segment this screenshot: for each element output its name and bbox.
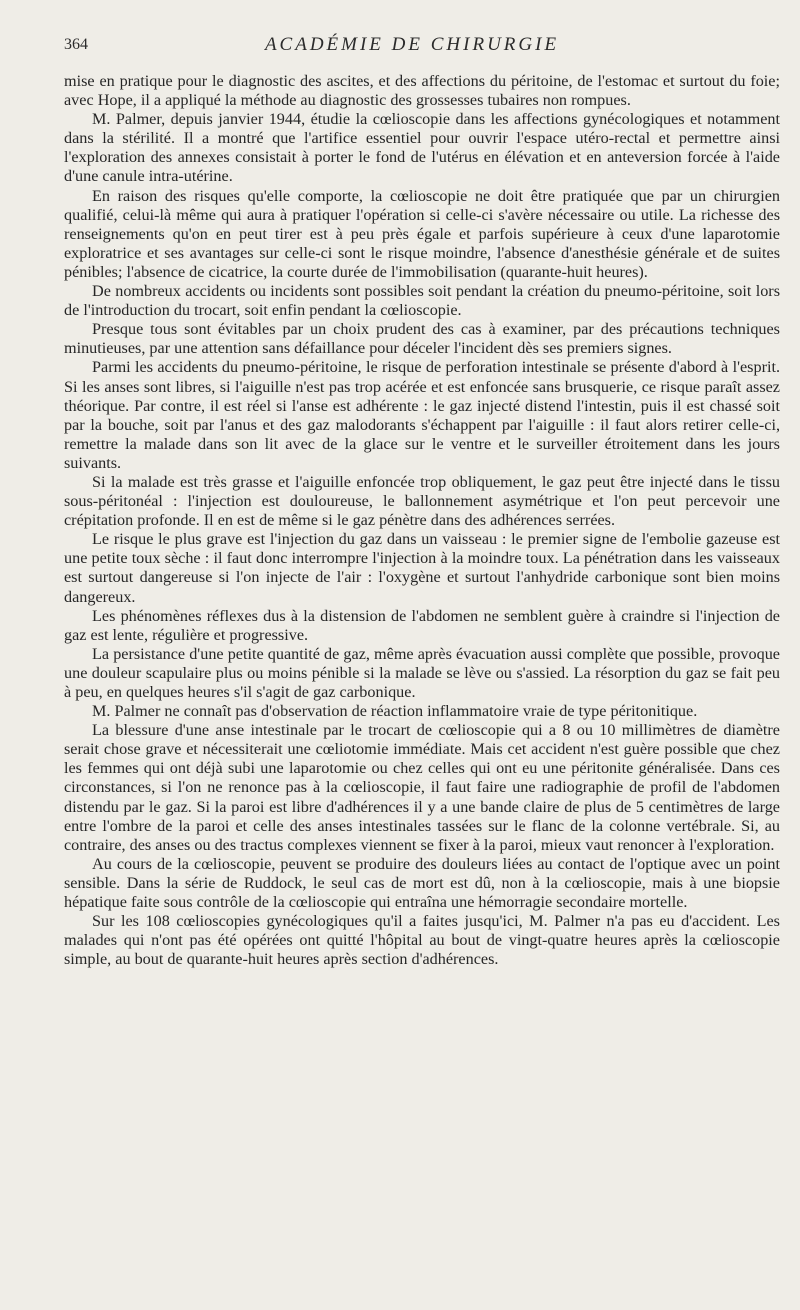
paragraph: mise en pratique pour le diagnostic des ascites, et des affections du péritoine, de l'estomac et surtout du foie; avec Hope, il a appliqué la méthode au diagnostic des grossesses tubaires non rompues.	[64, 72, 780, 110]
paragraph: M. Palmer ne connaît pas d'observation de réaction inflammatoire vraie de type péritonitique.	[92, 702, 698, 721]
running-title: ACADÉMIE DE CHIRURGIE	[264, 34, 560, 55]
paragraph: M. Palmer, depuis janvier 1944, étudie la cœlioscopie dans les affections gynécologiques et notamment dans la stérilité. Il a montré que l'artifice essentiel pour ouvrir l'espace utéro-rectal et permettre ainsi l'exploration des annexes consistait à porter le fond de l'utérus en élévation et en anteversion forcée à l'aide d'une canule intra-utérine.	[64, 110, 780, 186]
paragraph: Sur les 108 cœlioscopies gynécologiques qu'il a faites jusqu'ici, M. Palmer n'a pas eu d'accident. Les malades qui n'ont pas été opérées ont quitté l'hôpital au bout de vingt-quatre heures après la cœlioscopie simple, au bout de quarante-huit heures après section d'adhérences.	[64, 912, 780, 969]
paragraph: La persistance d'une petite quantité de gaz, même après évacuation aussi complète que possible, provoque une douleur scapulaire plus ou moins pénible si la malade se lève ou s'assied. La résorption du gaz se fait peu à peu, en quelques heures s'il s'agit de gaz carbonique.	[64, 644, 780, 701]
page-number: 364	[64, 36, 88, 53]
paragraph: Parmi les accidents du pneumo-péritoine, le risque de perforation intestinale se présente d'abord à l'esprit. Si les anses sont libres, si l'aiguille n'est pas trop acérée et est enfoncée sans brusquerie, ce risque paraît assez théorique. Par contre, il est réel si l'anse est adhérente : le gaz injecté distend l'intestin, puis il est chassé soit par la bouche, soit par l'anus et des gaz malodorants s'échappent par l'aiguille : il faut alors retirer celle-ci, remettre la malade dans son lit avec de la glace sur le ventre et le surveiller étroitement dans les jours suivants.	[64, 358, 780, 472]
paragraph: Le risque le plus grave est l'injection du gaz dans un vaisseau : le premier signe de l'embolie gazeuse est une petite toux sèche : il faut donc interrompre l'injection à la moindre toux. La pénétration dans les vaisseaux est surtout dangereuse si l'on injecte de l'air : l'oxygène et surtout l'anhydride carbonique sont bien moins dangereux.	[64, 530, 780, 606]
paragraph: Les phénomènes réflexes dus à la distension de l'abdomen ne semblent guère à craindre si l'injection de gaz est lente, régulière et progressive.	[64, 606, 780, 644]
paragraph: Presque tous sont évitables par un choix prudent des cas à examiner, par des précautions techniques minutieuses, par une attention sans défaillance pour déceler l'incident dès ses premiers signes.	[64, 320, 780, 358]
paragraph: Si la malade est très grasse et l'aiguille enfoncée trop obliquement, le gaz peut être injecté dans le tissu sous-péritonéal : l'injection est douloureuse, le ballonnement asymétrique et l'on peut percevoir une crépitation profonde. Il en est de même si le gaz pénètre dans des adhérences serrées.	[64, 472, 780, 530]
paragraph: En raison des risques qu'elle comporte, la cœlioscopie ne doit être pratiquée que par un chirurgien qualifié, celui-là même qui aura à pratiquer l'opération si celle-ci s'avère nécessaire ou utile. La richesse des renseignements qu'on en peut tirer est à peu près égale et parfois supérieure à ceux d'une laparotomie exploratrice et ses avantages sur celle-ci sont le risque moindre, l'absence d'anesthésie générale et de suites pénibles; l'absence de cicatrice, la courte durée de l'immobilisation (quarante-huit heures).	[64, 186, 780, 281]
article-body	[64, 72, 780, 969]
paragraph: De nombreux accidents ou incidents sont possibles soit pendant la création du pneumo-péritoine, soit lors de l'introduction du trocart, soit enfin pendant la cœlioscopie.	[64, 282, 780, 320]
paragraph: Au cours de la cœlioscopie, peuvent se produire des douleurs liées au contact de l'optique avec un point sensible. Dans la série de Ruddock, le seul cas de mort est dû, non à la cœlioscopie, mais à une biopsie hépatique faite sous contrôle de la cœlioscopie qui entraîna une hémorragie secondaire mortelle.	[64, 854, 780, 912]
page-header	[64, 32, 760, 58]
paragraph: La blessure d'une anse intestinale par le trocart de cœlioscopie qui a 8 ou 10 millimètres de diamètre serait chose grave et nécessiterait une cœliotomie immédiate. Mais cet accident n'est guère possible que chez les femmes qui ont déjà subi une laparotomie ou chez celles qui ont eu une péritonite généralisée. Dans ces circonstances, si l'on ne renonce pas à la cœlioscopie, il faut faire une radiographie de profil de l'abdomen distendu par le gaz. Si la paroi est libre d'adhérences il y a une bande claire de plus de 5 centimètres de large entre l'ombre de la paroi et celle des anses intestinales tassées sur le flanc de la colonne vertébrale. Si, au contraire, des anses ou des tractus complexes viennent se fixer à la paroi, mieux vaut renoncer à l'exploration.	[64, 721, 780, 854]
